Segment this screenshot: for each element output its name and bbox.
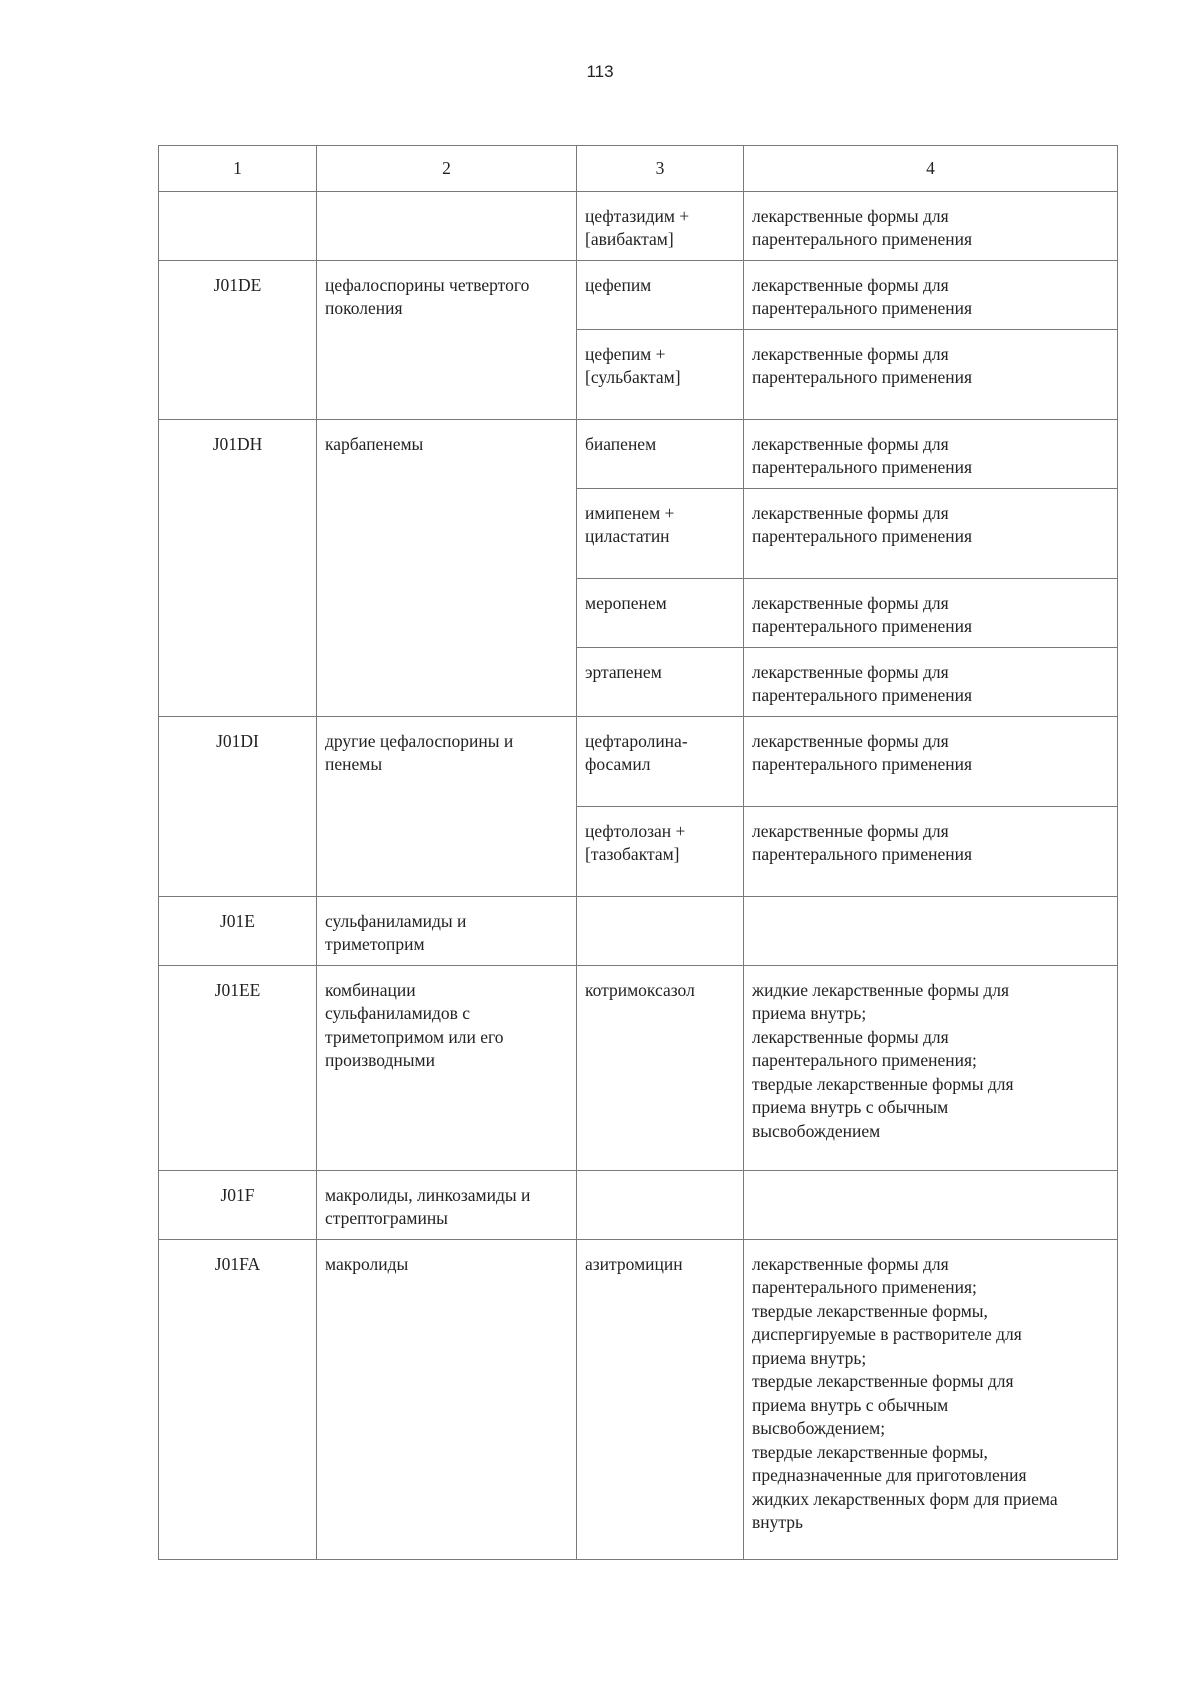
group-name-cell: сульфаниламиды и триметоприм [317,896,577,965]
drug-name-cell: цефтаролина- фосамил [577,716,744,806]
dosage-form-cell [744,896,1118,965]
dosage-form-cell: лекарственные формы для парентерального применения [744,716,1118,806]
atc-code-cell: J01F [159,1170,317,1239]
drug-name-cell [577,896,744,965]
drug-table [158,145,1118,1560]
page-number: 113 [586,62,614,81]
drug-name-cell: азитромицин [577,1239,744,1559]
column-header: 1 [159,146,317,192]
table-row [159,419,1118,488]
group-name-cell: комбинации сульфаниламидов с триметопримом или его производными [317,965,577,1170]
group-name-cell: цефалоспорины четвертого поколения [317,260,577,419]
group-name-cell: макролиды [317,1239,577,1559]
dosage-form-cell: лекарственные формы для парентерального применения [744,488,1118,578]
group-name-cell: макролиды, линкозамиды и стрептограмины [317,1170,577,1239]
drug-name-cell: цефтазидим + [авибактам] [577,191,744,260]
drug-name-cell: меропенем [577,578,744,647]
group-name-cell: другие цефалоспорины и пенемы [317,716,577,896]
table-body [159,191,1118,1559]
dosage-form-cell: лекарственные формы для парентерального применения [744,191,1118,260]
table-row [159,1239,1118,1559]
dosage-form-cell: лекарственные формы для парентерального применения; твердые лекарственные формы, диспергируемые в растворителе для приема внутрь; твердые лекарственные формы для приема внутрь с обычным высвобождением; твердые лекарственные формы, предназначенные для приготовления жидких лекарственных форм для приема внутрь [744,1239,1118,1559]
table-row [159,896,1118,965]
atc-code-cell: J01DE [159,260,317,419]
atc-code-cell [159,191,317,260]
drug-name-cell [577,1170,744,1239]
table-row [159,191,1118,260]
table-row [159,260,1118,329]
dosage-form-cell: лекарственные формы для парентерального применения [744,647,1118,716]
column-header: 3 [577,146,744,192]
dosage-form-cell: лекарственные формы для парентерального применения [744,260,1118,329]
dosage-form-cell: лекарственные формы для парентерального применения [744,329,1118,419]
dosage-form-cell: лекарственные формы для парентерального применения [744,419,1118,488]
dosage-form-cell: лекарственные формы для парентерального применения [744,806,1118,896]
group-name-cell: карбапенемы [317,419,577,716]
drug-name-cell: котримоксазол [577,965,744,1170]
drug-name-cell: имипенем + циластатин [577,488,744,578]
dosage-form-cell: лекарственные формы для парентерального применения [744,578,1118,647]
dosage-form-cell [744,1170,1118,1239]
table-row [159,965,1118,1170]
column-header: 4 [744,146,1118,192]
atc-code-cell: J01E [159,896,317,965]
drug-name-cell: цефепим [577,260,744,329]
header-row [159,146,1118,192]
table-row [159,1170,1118,1239]
drug-name-cell: биапенем [577,419,744,488]
atc-code-cell: J01DI [159,716,317,896]
drug-name-cell: цефтолозан + [тазобактам] [577,806,744,896]
atc-code-cell: J01EE [159,965,317,1170]
column-header: 2 [317,146,577,192]
atc-code-cell: J01DH [159,419,317,716]
table-row [159,716,1118,806]
atc-code-cell: J01FA [159,1239,317,1559]
drug-name-cell: эртапенем [577,647,744,716]
dosage-form-cell: жидкие лекарственные формы для приема внутрь; лекарственные формы для парентерального применения; твердые лекарственные формы для приема внутрь с обычным высвобождением [744,965,1118,1170]
group-name-cell [317,191,577,260]
drug-name-cell: цефепим + [сульбактам] [577,329,744,419]
